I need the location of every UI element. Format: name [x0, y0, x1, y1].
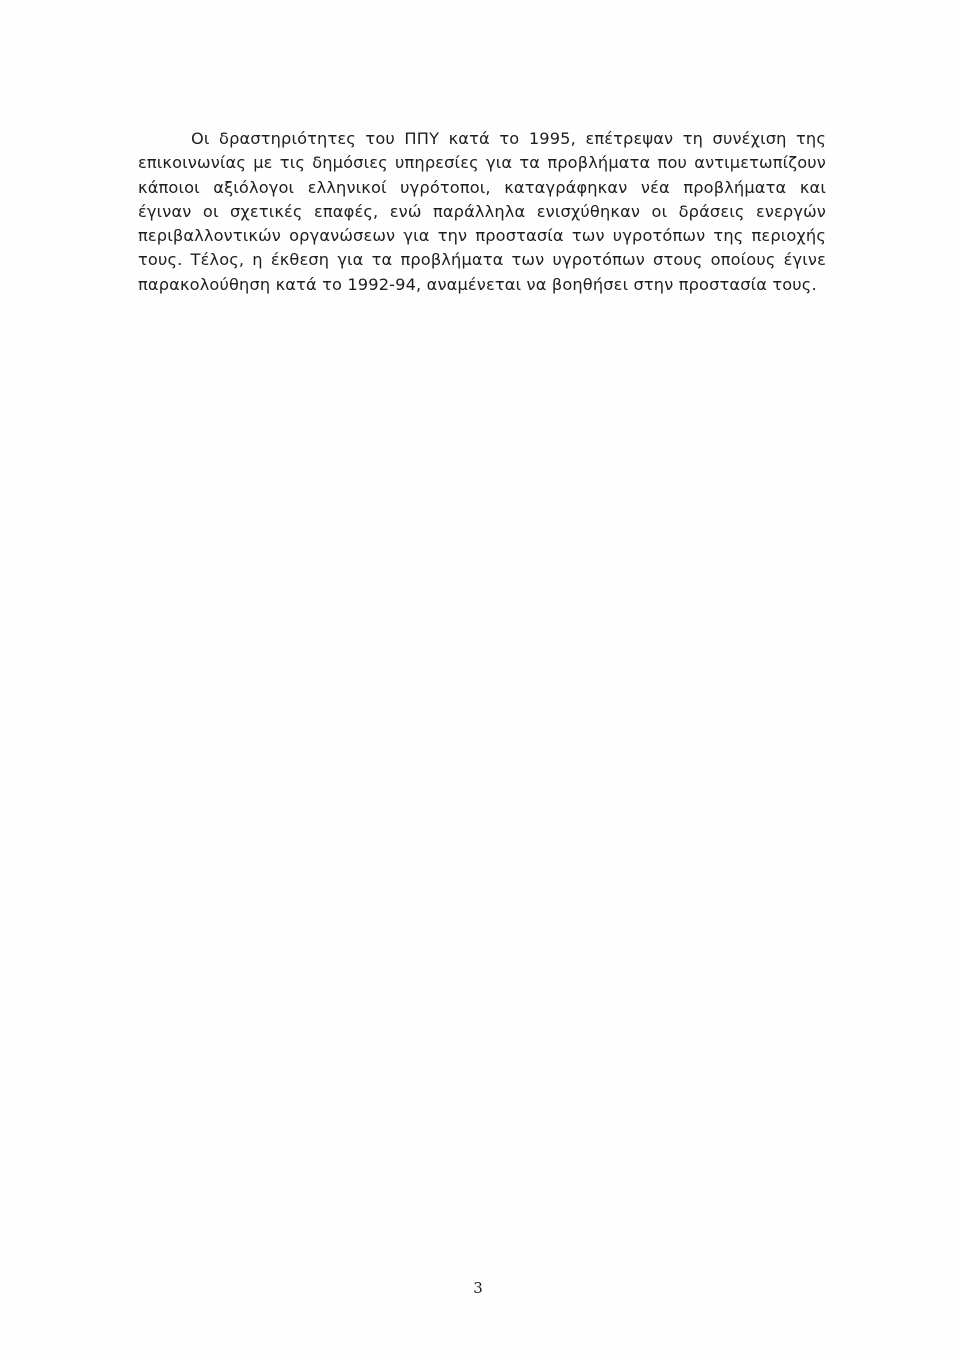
page-number: 3	[473, 1279, 483, 1297]
body-paragraph	[138, 127, 826, 297]
paragraph-line: περιβαλλοντικών οργανώσεων για την προστασία των υγροτόπων της περιοχής	[138, 226, 826, 246]
paragraph-line: Οι δραστηριότητες του ΠΠΥ κατά το 1995, επέτρεψαν τη συνέχιση της	[191, 129, 826, 148]
paragraph-line: παρακολούθηση κατά το 1992-94, αναμένεται να βοηθήσει στην προστασία τους.	[138, 274, 817, 294]
paragraph-line: τους. Τέλος, η έκθεση για τα προβλήματα των υγροτόπων στους οποίους έγινε	[138, 250, 826, 270]
paragraph-line: κάποιοι αξιόλογοι ελληνικοί υγρότοποι, καταγράφηκαν νέα προβλήματα και	[138, 177, 826, 197]
paragraph-line: έγιναν οι σχετικές επαφές, ενώ παράλληλα ενισχύθηκαν οι δράσεις ενεργών	[138, 201, 826, 221]
paragraph-line: επικοινωνίας με τις δημόσιες υπηρεσίες για τα προβλήματα που αντιμετωπίζουν	[138, 153, 826, 173]
